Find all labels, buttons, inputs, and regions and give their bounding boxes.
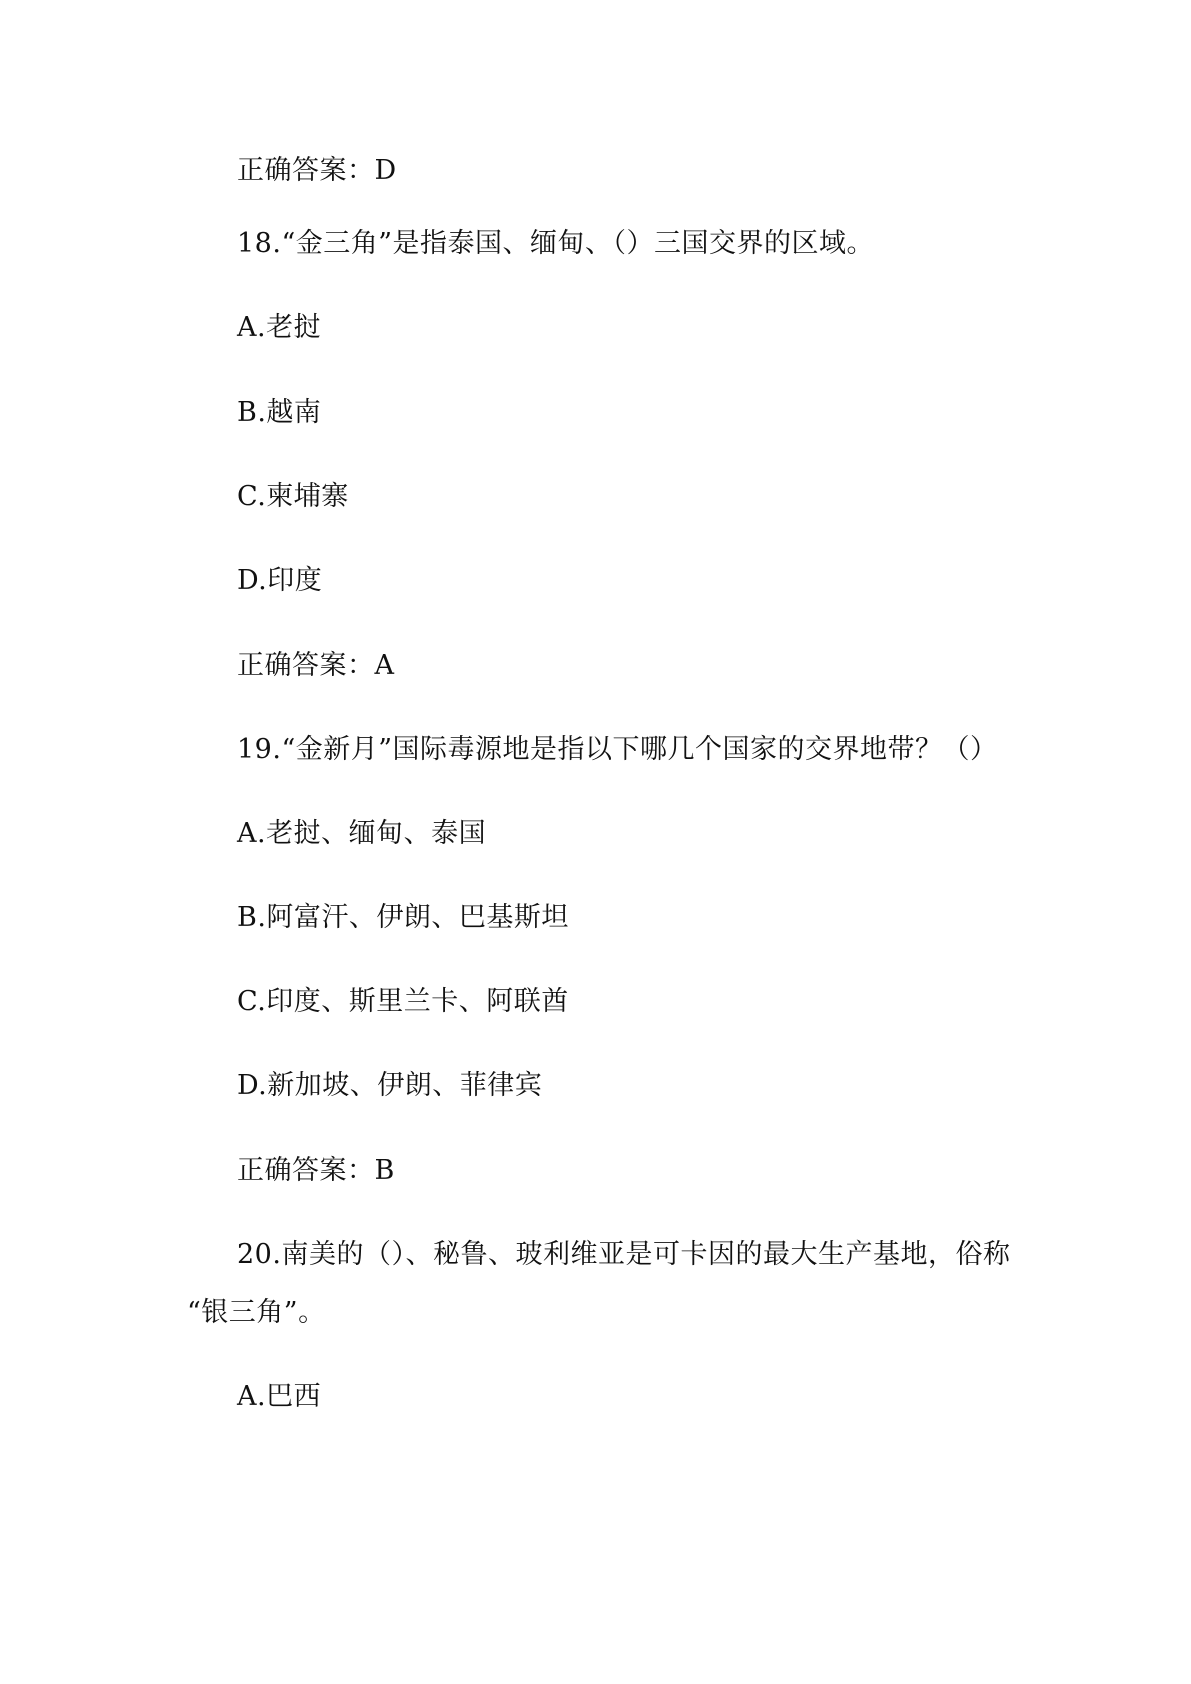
answer-19: 正确答案：B — [237, 1155, 395, 1186]
option-18-d: D.印度 — [237, 565, 323, 596]
answer-18: 正确答案：A — [237, 650, 395, 681]
answer-17: 正确答案：D — [237, 155, 397, 186]
option-18-a: A.老挝 — [237, 312, 322, 343]
option-18-c: C.柬埔寨 — [237, 481, 349, 512]
option-19-b: B.阿富汗、伊朗、巴基斯坦 — [237, 902, 569, 933]
option-18-b: B.越南 — [237, 397, 322, 428]
option-19-c: C.印度、斯里兰卡、阿联酋 — [237, 986, 569, 1017]
option-19-a: A.老挝、缅甸、泰国 — [237, 818, 487, 849]
question-20-continuation: “银三角”。 — [187, 1297, 326, 1328]
option-19-d: D.新加坡、伊朗、菲律宾 — [237, 1070, 543, 1101]
option-20-a: A.巴西 — [237, 1381, 322, 1412]
question-18: 18.“金三角”是指泰国、缅甸、（）三国交界的区域。 — [237, 228, 875, 259]
question-20: 20.南美的（）、秘鲁、玻利维亚是可卡因的最大生产基地，俗称 — [237, 1239, 1011, 1270]
question-19: 19.“金新月”国际毒源地是指以下哪几个国家的交界地带？（） — [237, 734, 998, 765]
